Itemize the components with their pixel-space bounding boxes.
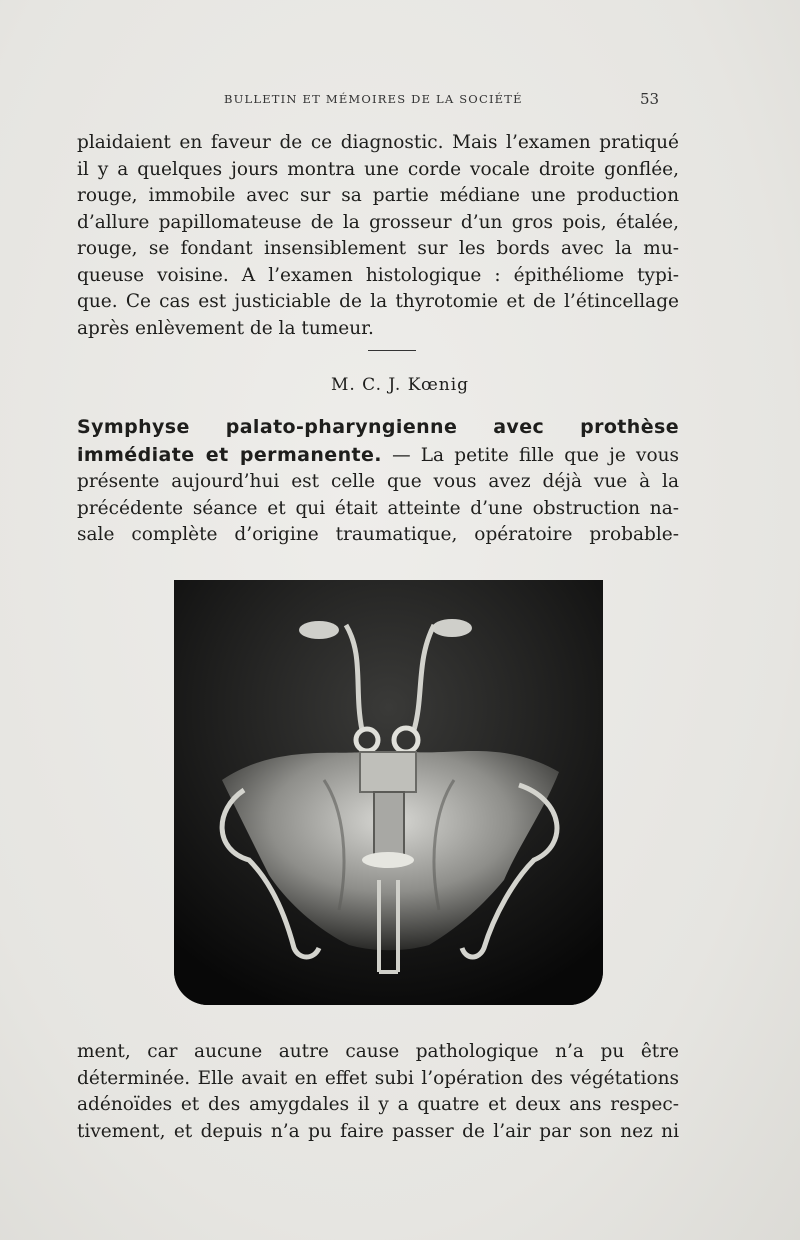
title-line xyxy=(77,442,679,470)
text-run: — La petite fille que je vous xyxy=(381,444,679,466)
paragraph-symphyse xyxy=(77,414,679,549)
text-line: précédente séance et qui était atteinte d’une obstruction na- xyxy=(77,497,679,519)
prosthesis-photograph xyxy=(174,580,603,1005)
text-line: sale complète d’origine traumatique, opératoire probable- xyxy=(77,524,679,545)
text-line: d’allure papillomateuse de la grosseur d’un gros pois, étalée, xyxy=(77,211,679,233)
page-number: 53 xyxy=(640,90,660,108)
text-line: plaidaient en faveur de ce diagnostic. Mais l’examen pratiqué xyxy=(77,132,679,153)
paragraph-continuation xyxy=(77,1039,679,1145)
section-divider xyxy=(368,350,416,351)
text-line: déterminée. Elle avait en effet subi l’opération des végétations xyxy=(77,1067,679,1089)
article-title-part1: Symphyse palato-pharyngienne avec prothèse xyxy=(77,416,679,438)
text-line: après enlèvement de la tumeur. xyxy=(77,317,374,339)
running-head: BULLETIN ET MÉMOIRES DE LA SOCIÉTÉ xyxy=(224,92,523,106)
text-line: adénoïdes et des amygdales il y a quatre et deux ans respec- xyxy=(77,1094,679,1115)
author-heading: M. C. J. Kœnig xyxy=(330,375,470,395)
text-line: queuse voisine. A l’examen histologique : épithéliome typi- xyxy=(77,264,679,286)
text-line: présente aujourd’hui est celle que vous avez déjà vue à la xyxy=(77,471,679,492)
article-title-part2: immédiate et permanente. xyxy=(77,443,382,466)
paragraph-diagnosis xyxy=(77,130,679,342)
text-line: tivement, et depuis n’a pu faire passer de l’air par son nez ni xyxy=(77,1120,679,1142)
text-line: il y a quelques jours montra une corde vocale droite gonflée, xyxy=(77,158,679,180)
text-line: que. Ce cas est justiciable de la thyrotomie et de l’étincellage xyxy=(77,291,679,312)
title-line xyxy=(77,414,679,442)
prosthesis-illustration xyxy=(174,580,603,1005)
text-line: ment, car aucune autre cause pathologique n’a pu être xyxy=(77,1041,679,1062)
text-line: rouge, se fondant insensiblement sur les bords avec la mu- xyxy=(77,238,679,259)
text-line: rouge, immobile avec sur sa partie médiane une production xyxy=(77,185,679,206)
